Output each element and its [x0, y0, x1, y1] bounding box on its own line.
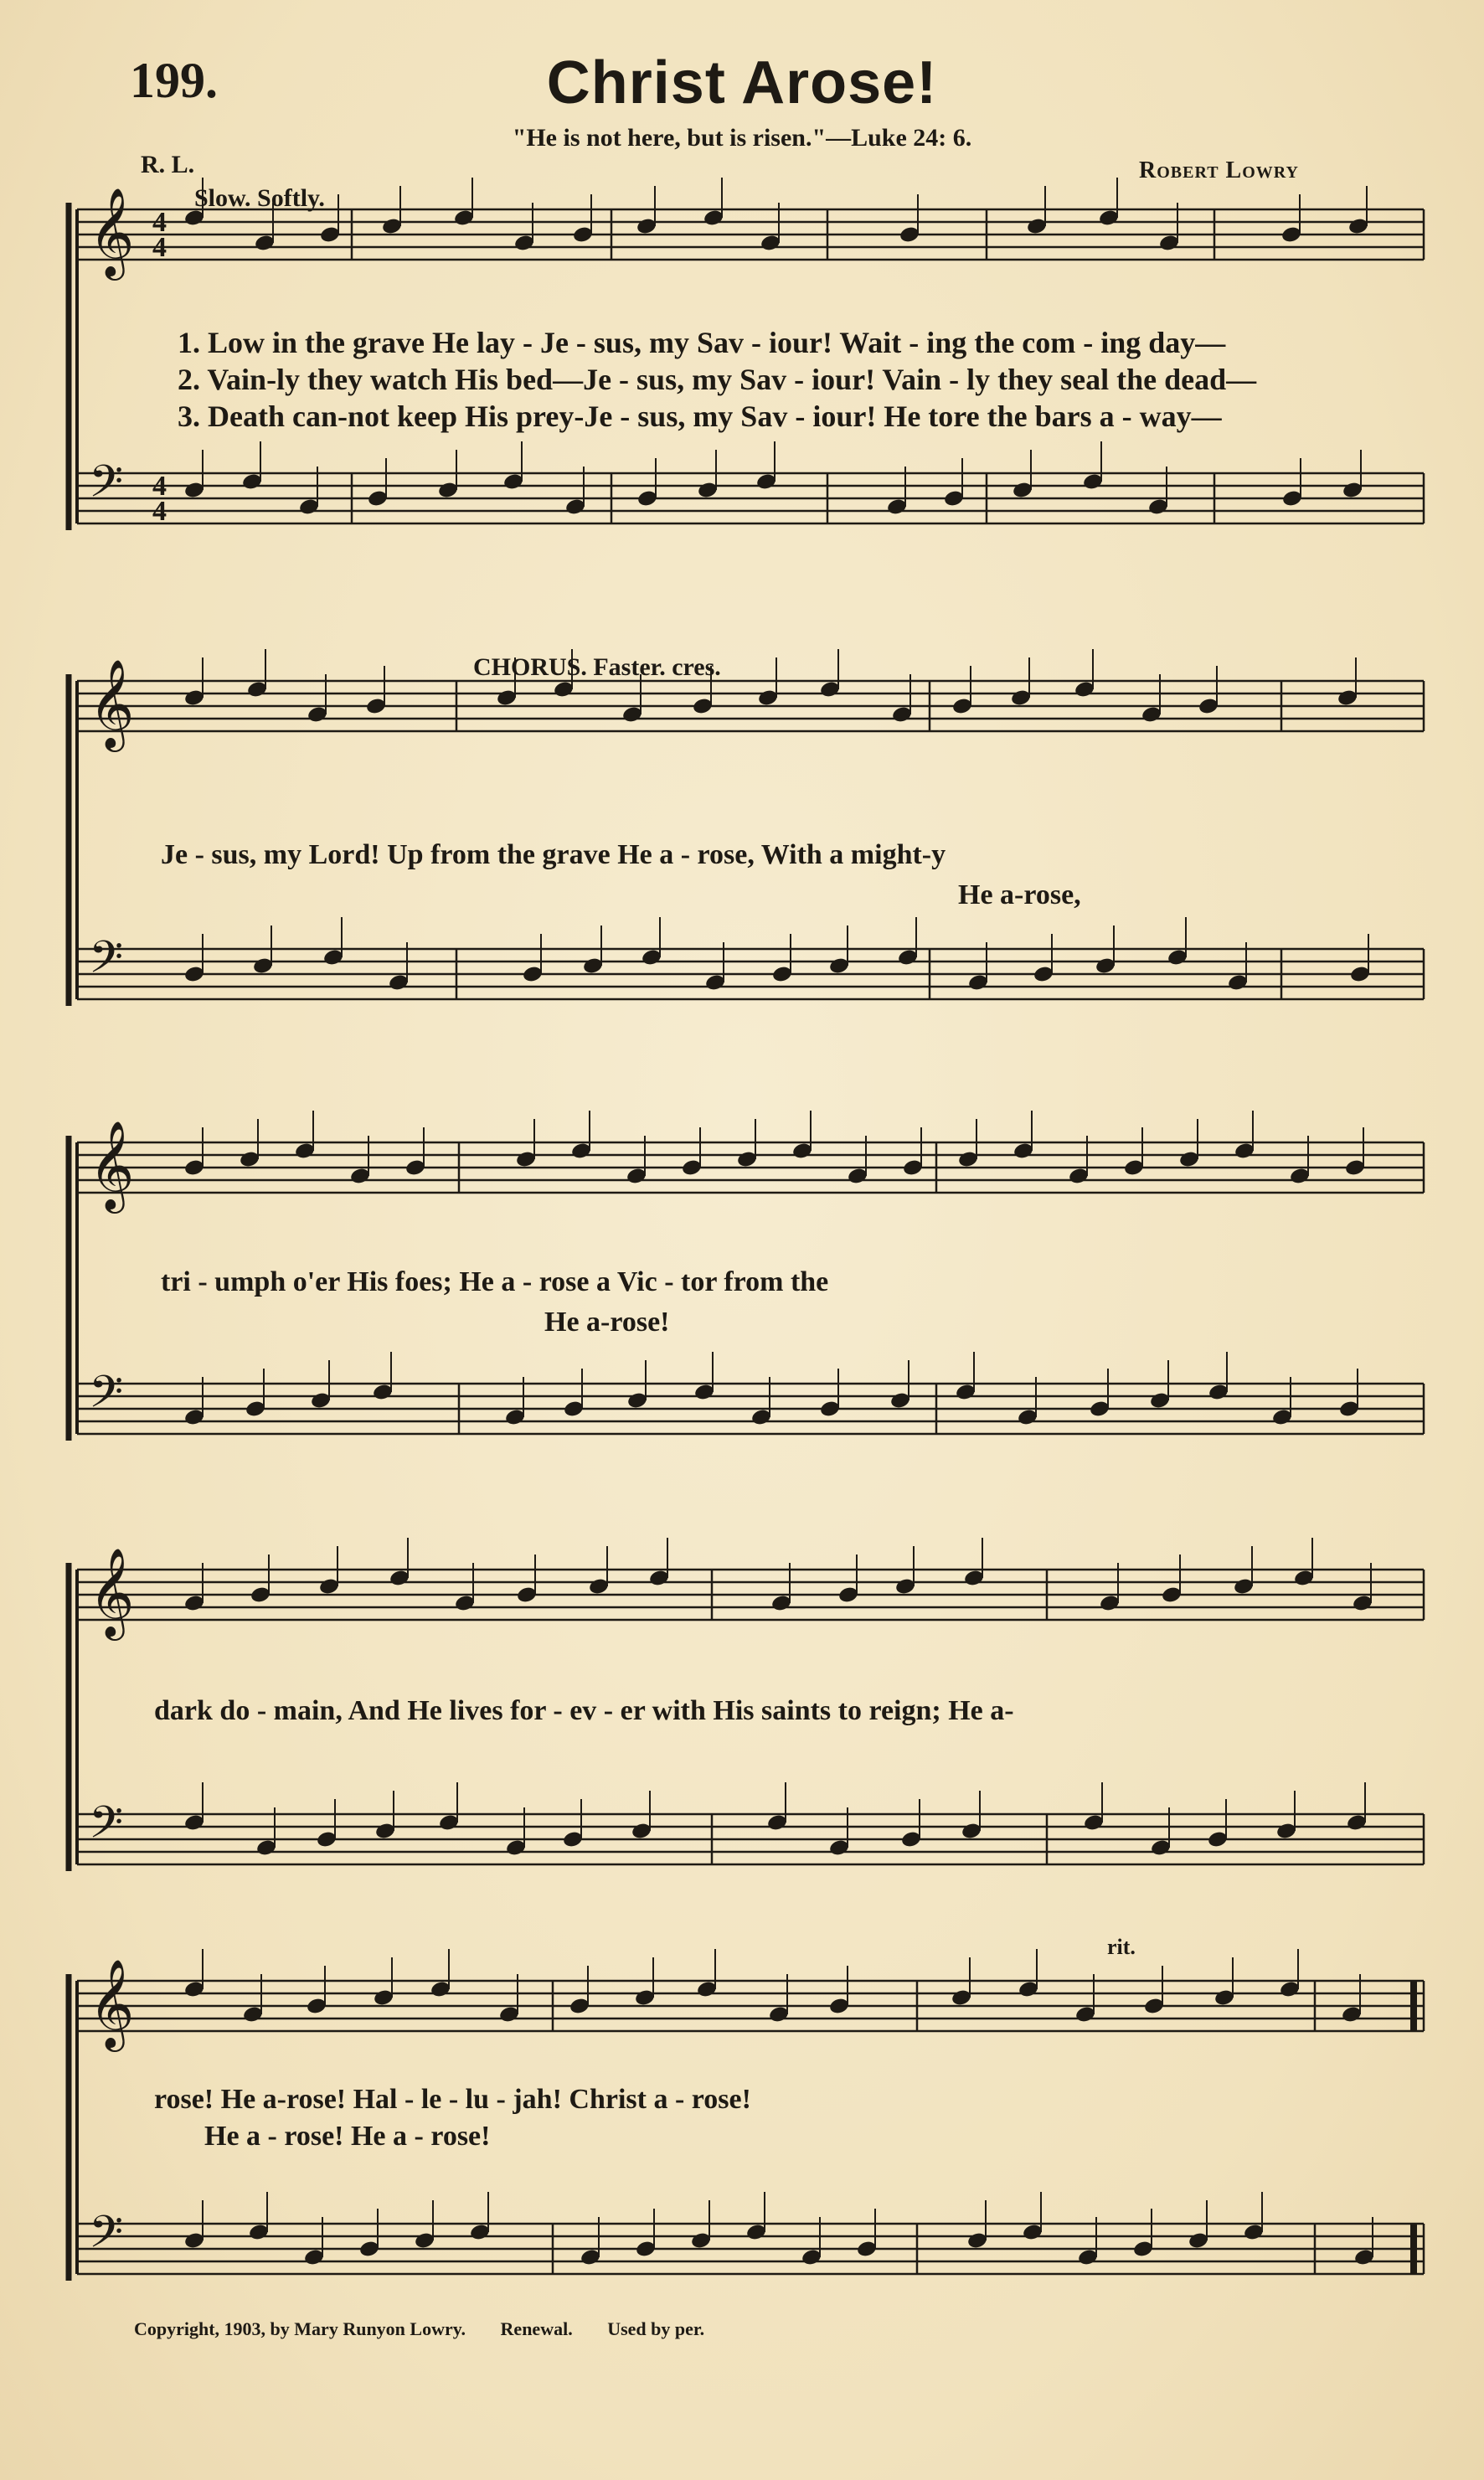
treble-clef: 𝄞: [89, 187, 135, 276]
system-5-lyric: rose! He a-rose! Hal - le - lu - jah! Christ a - rose!: [154, 2084, 751, 2115]
tempo-marking-rit: rit.: [1107, 1935, 1136, 1959]
treble-clef: 𝄞: [89, 1958, 135, 2048]
verse-3-lyric: 3. Death can-not keep His prey-Je - sus, my Sav - iour! He tore the bars a - way—: [178, 400, 1222, 433]
time-signature: 4: [152, 207, 167, 238]
renewal-text: Renewal.: [500, 2318, 573, 2339]
hymn-title: Christ Arose!: [546, 49, 938, 116]
treble-clef: 𝄞: [89, 658, 135, 748]
time-signature: 4: [152, 471, 167, 502]
system-5-echo: He a - rose! He a - rose!: [204, 2121, 491, 2152]
composer-credit: Robert Lowry: [1139, 157, 1299, 183]
bass-clef: 𝄢: [89, 1367, 124, 1429]
bass-clef: 𝄢: [89, 1797, 124, 1859]
tempo-marking-chorus: CHORUS. Faster. cres.: [473, 653, 721, 681]
system-4-lyric: dark do - main, And He lives for - ev - er with His saints to reign; He a-: [154, 1695, 1014, 1726]
scripture-reference: "He is not here, but is risen."—Luke 24: 6.: [512, 124, 972, 152]
meter-mark: R. L.: [141, 151, 195, 178]
system-3-lyric: tri - umph o'er His foes; He a - rose a Vic - tor from the: [161, 1266, 829, 1297]
copyright-footer: [134, 2318, 734, 2340]
bass-clef: 𝄢: [89, 456, 124, 518]
bass-clef: 𝄢: [89, 932, 124, 994]
verse-1-lyric: 1. Low in the grave He lay - Je - sus, my Sav - iour! Wait - ing the com - ing day—: [178, 326, 1226, 359]
time-signature: 4: [152, 232, 167, 263]
system-3-echo: He a-rose!: [544, 1307, 670, 1338]
treble-clef: 𝄞: [89, 1120, 135, 1209]
system-2-echo: He a-rose,: [958, 879, 1081, 910]
verse-2-lyric: 2. Vain-ly they watch His bed—Je - sus, my Sav - iour! Vain - ly they seal the dead—: [178, 363, 1257, 396]
system-2-lyric: Je - sus, my Lord! Up from the grave He a - rose, With a might-y: [161, 839, 946, 870]
tempo-marking-verse: Slow. Softly.: [194, 184, 325, 212]
time-signature: 4: [152, 496, 167, 527]
hymn-number: 199.: [130, 53, 218, 108]
treble-clef: 𝄞: [89, 1547, 135, 1637]
copyright-text: Copyright, 1903, by Mary Runyon Lowry.: [134, 2318, 466, 2339]
permission-text: Used by per.: [607, 2318, 705, 2339]
bass-clef: 𝄢: [89, 2207, 124, 2269]
